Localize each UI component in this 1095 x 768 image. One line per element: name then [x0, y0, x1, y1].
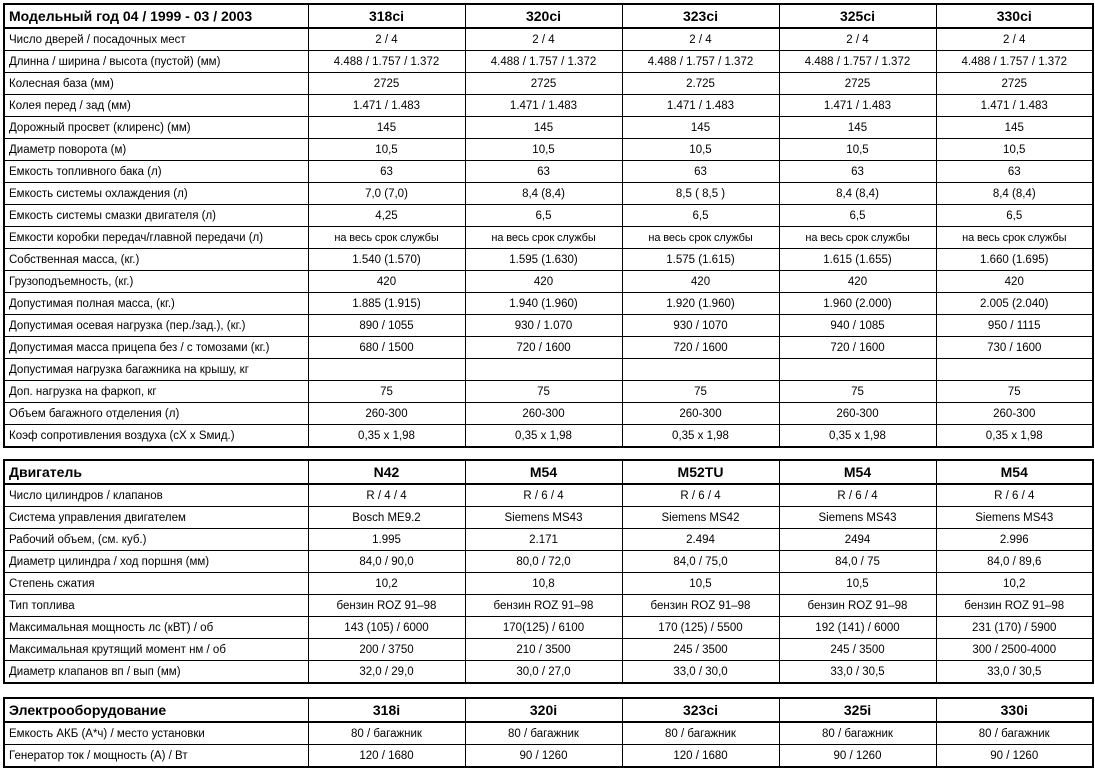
row-label: Доп. нагрузка на фаркоп, кг [4, 381, 308, 403]
table-cell: 75 [465, 381, 622, 403]
table-cell: 1.540 (1.570) [308, 249, 465, 271]
table-cell: 245 / 3500 [779, 639, 936, 661]
table-cell: 0,35 x 1,98 [779, 425, 936, 448]
table-cell: 1.471 / 1.483 [779, 95, 936, 117]
table-cell: 6,5 [779, 205, 936, 227]
table-cell: 1.885 (1.915) [308, 293, 465, 315]
table-cell: 4.488 / 1.757 / 1.372 [936, 51, 1093, 73]
model-header: M54 [779, 460, 936, 484]
table-cell: 930 / 1070 [622, 315, 779, 337]
table-cell: 63 [936, 161, 1093, 183]
table-row [4, 359, 1093, 381]
table-cell: 80,0 / 72,0 [465, 551, 622, 573]
table-title: Модельный год 04 / 1999 - 03 / 2003 [4, 4, 308, 28]
table-cell: 6,5 [465, 205, 622, 227]
table-cell [622, 359, 779, 381]
table-cell: 2 / 4 [779, 28, 936, 51]
row-label: Коэф сопротивления воздуха (cX x Sмид.) [4, 425, 308, 448]
table-cell: бензин ROZ 91–98 [622, 595, 779, 617]
table-cell: 6,5 [622, 205, 779, 227]
table-cell: 1.471 / 1.483 [308, 95, 465, 117]
table-cell: 33,0 / 30,0 [622, 661, 779, 684]
table-cell: 0,35 x 1,98 [622, 425, 779, 448]
table-cell: 260-300 [622, 403, 779, 425]
table-cell: 2 / 4 [465, 28, 622, 51]
table-cell: 10,5 [779, 139, 936, 161]
table-cell: бензин ROZ 91–98 [308, 595, 465, 617]
row-label: Емкость топливного бака (л) [4, 161, 308, 183]
table-row [4, 573, 1093, 595]
row-label: Длинна / ширина / высота (пустой) (мм) [4, 51, 308, 73]
model-header: M52TU [622, 460, 779, 484]
table-cell: на весь срок службы [308, 227, 465, 249]
table-cell: 90 / 1260 [936, 745, 1093, 768]
table-cell: R / 6 / 4 [465, 484, 622, 507]
table-cell: 1.940 (1.960) [465, 293, 622, 315]
table-cell: 930 / 1.070 [465, 315, 622, 337]
model-header: 320i [465, 698, 622, 722]
table-cell: 32,0 / 29,0 [308, 661, 465, 684]
table-title: Электрооборудование [4, 698, 308, 722]
table-cell: 730 / 1600 [936, 337, 1093, 359]
table-cell: на весь срок службы [936, 227, 1093, 249]
table-cell: 10,5 [308, 139, 465, 161]
table-cell: 1.595 (1.630) [465, 249, 622, 271]
row-label: Емкость системы охлаждения (л) [4, 183, 308, 205]
model-header: M54 [465, 460, 622, 484]
table-cell: 260-300 [936, 403, 1093, 425]
row-label: Диаметр поворота (м) [4, 139, 308, 161]
row-label: Система управления двигателем [4, 507, 308, 529]
table-row [4, 507, 1093, 529]
table-cell: 2 / 4 [622, 28, 779, 51]
table-cell: R / 4 / 4 [308, 484, 465, 507]
table-cell: 2.494 [622, 529, 779, 551]
table-cell: 2725 [936, 73, 1093, 95]
table-row [4, 425, 1093, 448]
row-label: Допустимая осевая нагрузка (пер./зад.), (кг.) [4, 315, 308, 337]
table-cell: 940 / 1085 [779, 315, 936, 337]
table-row [4, 661, 1093, 684]
table-cell: 145 [308, 117, 465, 139]
table-cell: 90 / 1260 [779, 745, 936, 768]
table-cell: 1.615 (1.655) [779, 249, 936, 271]
model-header: 325ci [779, 4, 936, 28]
table-cell: 63 [622, 161, 779, 183]
table-cell: 10,2 [936, 573, 1093, 595]
row-label: Колея перед / зад (мм) [4, 95, 308, 117]
table-row [4, 403, 1093, 425]
model-header: 323ci [622, 698, 779, 722]
row-label: Число дверей / посадочных мест [4, 28, 308, 51]
table-cell: 10,5 [779, 573, 936, 595]
table-cell: 10,8 [465, 573, 622, 595]
table-row [4, 293, 1093, 315]
model-header: N42 [308, 460, 465, 484]
row-label: Емкости коробки передач/главной передачи (л) [4, 227, 308, 249]
table-cell: 231 (170) / 5900 [936, 617, 1093, 639]
table-cell: 10,5 [622, 139, 779, 161]
table-cell: Bosch ME9.2 [308, 507, 465, 529]
table-cell: 10,5 [936, 139, 1093, 161]
table-cell: на весь срок службы [779, 227, 936, 249]
table-row [4, 95, 1093, 117]
row-label: Диаметр цилиндра / ход поршня (мм) [4, 551, 308, 573]
table-cell: 1.660 (1.695) [936, 249, 1093, 271]
row-label: Допустимая масса прицепа без / с томозами (кг.) [4, 337, 308, 359]
table-cell: 75 [779, 381, 936, 403]
table-header-row [4, 4, 1093, 28]
table-row [4, 249, 1093, 271]
table-cell: 0,35 x 1,98 [465, 425, 622, 448]
table-cell: 420 [308, 271, 465, 293]
table-cell: 720 / 1600 [779, 337, 936, 359]
table-cell: 260-300 [465, 403, 622, 425]
table-cell: 10,2 [308, 573, 465, 595]
table-cell: 2.005 (2.040) [936, 293, 1093, 315]
model-header: M54 [936, 460, 1093, 484]
table-cell: 120 / 1680 [622, 745, 779, 768]
table-cell: 4.488 / 1.757 / 1.372 [308, 51, 465, 73]
table-cell: 170(125) / 6100 [465, 617, 622, 639]
table-cell: Siemens MS43 [465, 507, 622, 529]
table-cell: 30,0 / 27,0 [465, 661, 622, 684]
table-row [4, 139, 1093, 161]
table-header-row [4, 460, 1093, 484]
row-label: Допустимая нагрузка багажника на крышу, кг [4, 359, 308, 381]
model-header: 318ci [308, 4, 465, 28]
table-cell: 210 / 3500 [465, 639, 622, 661]
table-cell: 720 / 1600 [622, 337, 779, 359]
table-cell: 260-300 [308, 403, 465, 425]
table-cell: Siemens MS43 [936, 507, 1093, 529]
table-cell: 300 / 2500-4000 [936, 639, 1093, 661]
table-cell: бензин ROZ 91–98 [936, 595, 1093, 617]
row-label: Рабочий объем, (см. куб.) [4, 529, 308, 551]
table-cell: Siemens MS43 [779, 507, 936, 529]
table-row [4, 183, 1093, 205]
table-row [4, 745, 1093, 768]
table-cell: 170 (125) / 5500 [622, 617, 779, 639]
table-cell: на весь срок службы [465, 227, 622, 249]
table-title: Двигатель [4, 460, 308, 484]
table-cell: 1.995 [308, 529, 465, 551]
table-cell: 8,4 (8,4) [465, 183, 622, 205]
row-label: Диаметр клапанов вп / вып (мм) [4, 661, 308, 684]
table-cell: 145 [465, 117, 622, 139]
table-row [4, 271, 1093, 293]
table-row [4, 161, 1093, 183]
table-cell: 0,35 x 1,98 [308, 425, 465, 448]
row-label: Допустимая полная масса, (кг.) [4, 293, 308, 315]
table-cell: 1.471 / 1.483 [622, 95, 779, 117]
table-row [4, 227, 1093, 249]
table-cell: 84,0 / 75,0 [622, 551, 779, 573]
table-cell: 10,5 [465, 139, 622, 161]
table-cell: 2.996 [936, 529, 1093, 551]
table-cell: 143 (105) / 6000 [308, 617, 465, 639]
table-row [4, 639, 1093, 661]
table-cell: 420 [465, 271, 622, 293]
table-cell [779, 359, 936, 381]
table-cell: 420 [622, 271, 779, 293]
table-cell: 120 / 1680 [308, 745, 465, 768]
table-cell: 260-300 [779, 403, 936, 425]
table-cell: 80 / багажник [308, 722, 465, 745]
table-row [4, 51, 1093, 73]
row-label: Собственная масса, (кг.) [4, 249, 308, 271]
table-cell: 75 [308, 381, 465, 403]
electrical-specs-table [3, 697, 1094, 768]
table-cell: 75 [936, 381, 1093, 403]
table-row [4, 337, 1093, 359]
table-cell: 1.471 / 1.483 [936, 95, 1093, 117]
table-row [4, 617, 1093, 639]
row-label: Тип топлива [4, 595, 308, 617]
table-cell: 2725 [779, 73, 936, 95]
table-cell: 420 [779, 271, 936, 293]
table-cell: 2.725 [622, 73, 779, 95]
table-cell: R / 6 / 4 [779, 484, 936, 507]
table-cell: 33,0 / 30,5 [936, 661, 1093, 684]
table-cell: 950 / 1115 [936, 315, 1093, 337]
table-cell: 2 / 4 [936, 28, 1093, 51]
table-cell: 2 / 4 [308, 28, 465, 51]
table-cell: 420 [936, 271, 1093, 293]
row-label: Дорожный просвет (клиренс) (мм) [4, 117, 308, 139]
table-cell: 8,4 (8,4) [779, 183, 936, 205]
row-label: Максимальная крутящий момент нм / об [4, 639, 308, 661]
table-cell: R / 6 / 4 [936, 484, 1093, 507]
row-label: Емкость АКБ (А*ч) / место установки [4, 722, 308, 745]
table-cell: 245 / 3500 [622, 639, 779, 661]
table-row [4, 381, 1093, 403]
table-cell: 4.488 / 1.757 / 1.372 [622, 51, 779, 73]
table-cell: 10,5 [622, 573, 779, 595]
table-cell: 145 [779, 117, 936, 139]
table-cell: 8,5 ( 8,5 ) [622, 183, 779, 205]
table-cell: 80 / багажник [936, 722, 1093, 745]
table-cell: 80 / багажник [779, 722, 936, 745]
row-label: Число цилиндров / клапанов [4, 484, 308, 507]
table-row [4, 595, 1093, 617]
table-cell: Siemens MS42 [622, 507, 779, 529]
table-cell: 0,35 x 1,98 [936, 425, 1093, 448]
table-cell: бензин ROZ 91–98 [779, 595, 936, 617]
table-row [4, 28, 1093, 51]
table-cell: 80 / багажник [465, 722, 622, 745]
table-row [4, 529, 1093, 551]
table-cell: 63 [308, 161, 465, 183]
table-cell: 1.960 (2.000) [779, 293, 936, 315]
table-cell: на весь срок службы [622, 227, 779, 249]
table-cell: 680 / 1500 [308, 337, 465, 359]
table-cell: 33,0 / 30,5 [779, 661, 936, 684]
table-cell: 192 (141) / 6000 [779, 617, 936, 639]
table-row [4, 484, 1093, 507]
table-cell: 720 / 1600 [465, 337, 622, 359]
table-cell [308, 359, 465, 381]
table-cell: 2725 [308, 73, 465, 95]
table-cell: R / 6 / 4 [622, 484, 779, 507]
table-cell: 145 [622, 117, 779, 139]
table-cell: 75 [622, 381, 779, 403]
row-label: Генератор ток / мощность (А) / Вт [4, 745, 308, 768]
table-cell: 4.488 / 1.757 / 1.372 [779, 51, 936, 73]
table-row [4, 117, 1093, 139]
vehicle-specs-table [3, 3, 1094, 448]
table-cell: 1.575 (1.615) [622, 249, 779, 271]
table-cell: 2494 [779, 529, 936, 551]
table-row [4, 205, 1093, 227]
table-cell [465, 359, 622, 381]
table-cell: 8,4 (8,4) [936, 183, 1093, 205]
table-cell: 4,25 [308, 205, 465, 227]
row-label: Максимальная мощность лс (кВТ) / об [4, 617, 308, 639]
model-header: 318i [308, 698, 465, 722]
model-header: 320ci [465, 4, 622, 28]
table-cell: 145 [936, 117, 1093, 139]
table-cell: 84,0 / 89,6 [936, 551, 1093, 573]
row-label: Объем багажного отделения (л) [4, 403, 308, 425]
row-label: Емкость системы смазки двигателя (л) [4, 205, 308, 227]
table-cell: бензин ROZ 91–98 [465, 595, 622, 617]
row-label: Степень сжатия [4, 573, 308, 595]
row-label: Грузоподъемность, (кг.) [4, 271, 308, 293]
table-cell: 63 [779, 161, 936, 183]
model-header: 330ci [936, 4, 1093, 28]
table-row [4, 315, 1093, 337]
table-cell: 6,5 [936, 205, 1093, 227]
table-cell: 84,0 / 75 [779, 551, 936, 573]
table-cell: 80 / багажник [622, 722, 779, 745]
table-cell: 200 / 3750 [308, 639, 465, 661]
table-row [4, 73, 1093, 95]
table-header-row [4, 698, 1093, 722]
table-cell: 2.171 [465, 529, 622, 551]
table-cell: 84,0 / 90,0 [308, 551, 465, 573]
table-cell: 90 / 1260 [465, 745, 622, 768]
model-header: 330i [936, 698, 1093, 722]
engine-specs-table [3, 459, 1094, 684]
table-row [4, 722, 1093, 745]
model-header: 325i [779, 698, 936, 722]
table-cell: 2725 [465, 73, 622, 95]
table-cell: 7,0 (7,0) [308, 183, 465, 205]
row-label: Колесная база (мм) [4, 73, 308, 95]
table-cell: 890 / 1055 [308, 315, 465, 337]
table-cell: 63 [465, 161, 622, 183]
model-header: 323ci [622, 4, 779, 28]
table-cell [936, 359, 1093, 381]
table-cell: 4.488 / 1.757 / 1.372 [465, 51, 622, 73]
table-row [4, 551, 1093, 573]
table-cell: 1.471 / 1.483 [465, 95, 622, 117]
table-cell: 1.920 (1.960) [622, 293, 779, 315]
